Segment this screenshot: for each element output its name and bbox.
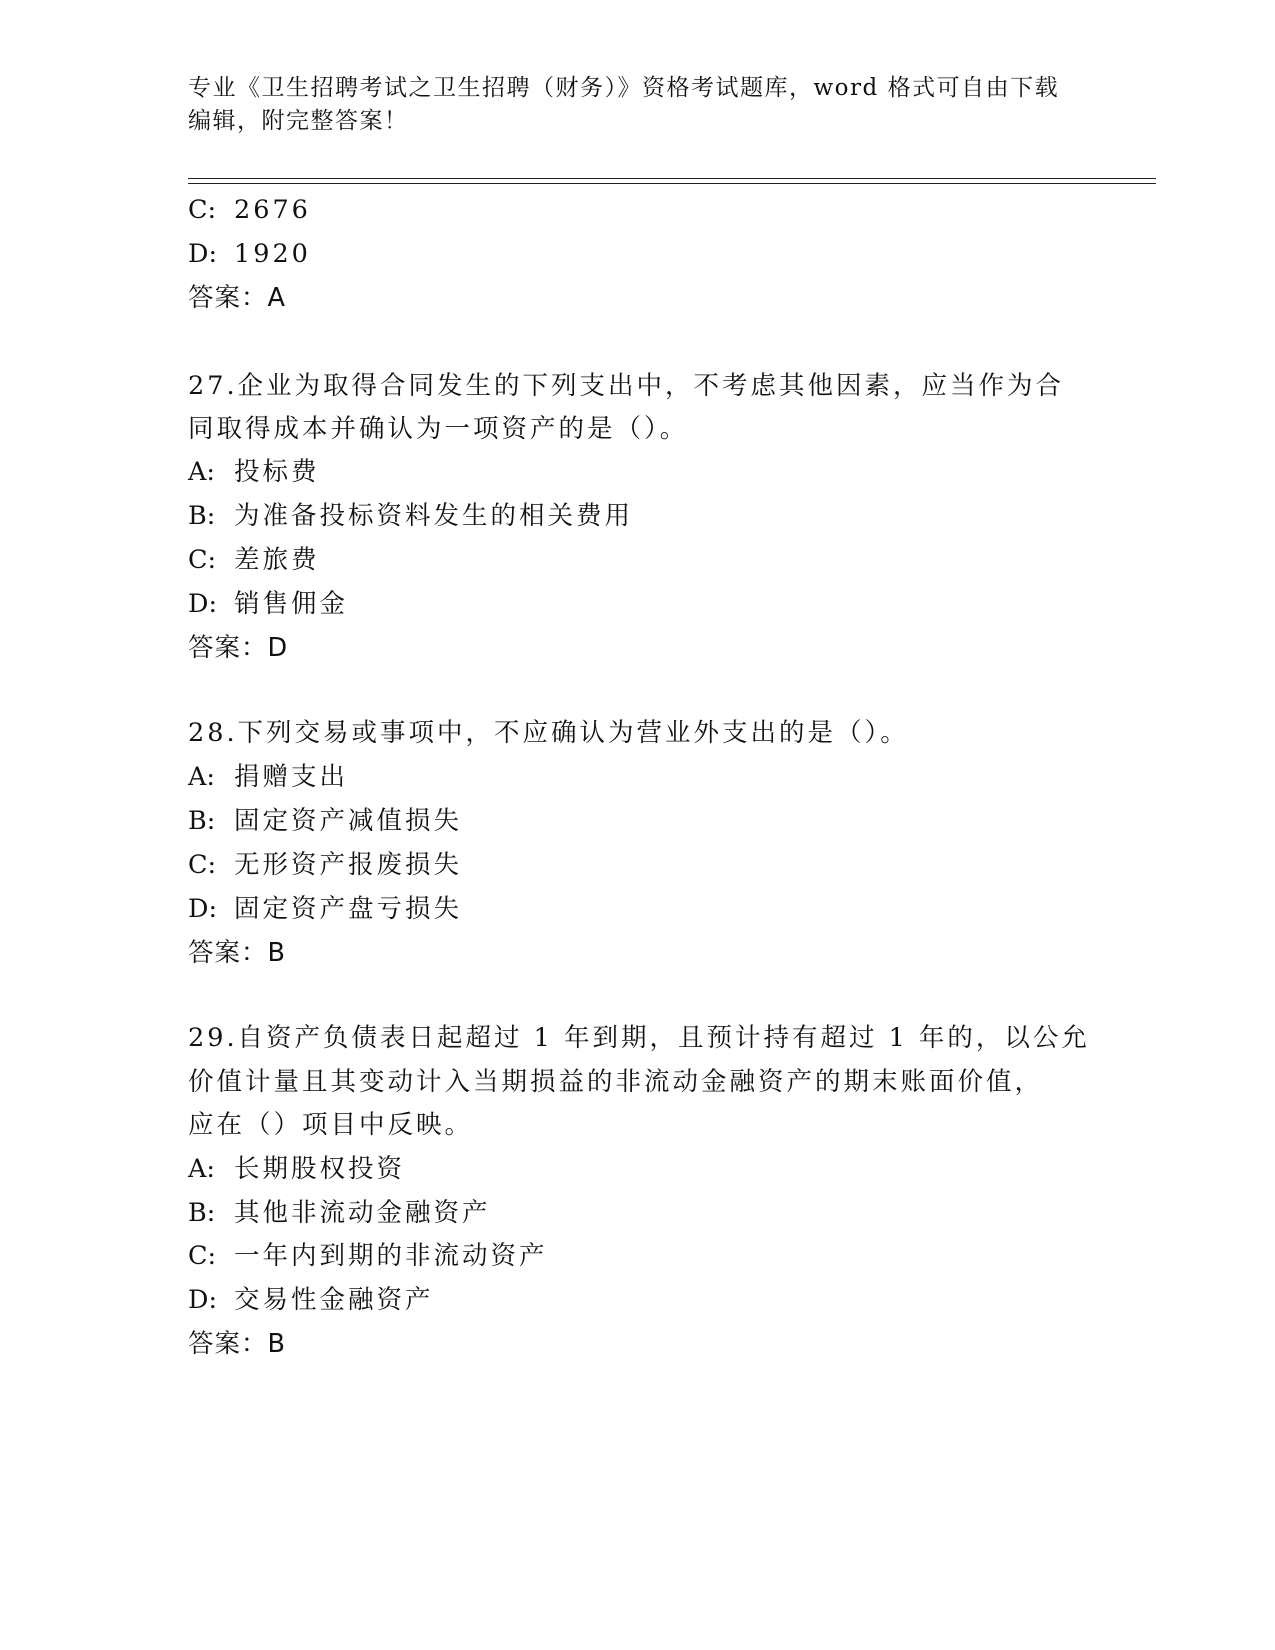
question-stem: 价值计量且其变动计入当期损益的非流动金融资产的期末账面价值，: [188, 1067, 1044, 1097]
question-stem: 27.企业为取得合同发生的下列支出中，不考虑其他因素，应当作为合: [188, 371, 1065, 401]
option-c: C: 差旅费: [188, 545, 320, 575]
option-a: A: 投标费: [188, 457, 320, 487]
header-line-2: 编辑，附完整答案！: [188, 108, 409, 134]
header-divider-top: [188, 178, 1156, 179]
option-c: C: 无形资产报废损失: [188, 850, 463, 880]
option-d: D: 1920: [188, 239, 311, 269]
answer-line: 答案：D: [188, 633, 289, 663]
answer-line: 答案：A: [188, 283, 286, 313]
option-a: A: 捐赠支出: [188, 762, 349, 792]
question-stem: 29.自资产负债表日起超过 1 年到期，且预计持有超过 1 年的，以公允: [188, 1023, 1090, 1053]
question-stem: 28.下列交易或事项中，不应确认为营业外支出的是（）。: [188, 718, 909, 748]
header-divider-bottom: [188, 183, 1156, 184]
question-stem: 应在（）项目中反映。: [188, 1110, 474, 1140]
option-b: B: 固定资产减值损失: [188, 806, 463, 836]
option-b: B: 其他非流动金融资产: [188, 1198, 491, 1228]
header-line-1: 专业《卫生招聘考试之卫生招聘（财务）》资格考试题库，word 格式可自由下载: [188, 75, 1060, 101]
option-d: D: 固定资产盘亏损失: [188, 894, 463, 924]
option-d: D: 交易性金融资产: [188, 1285, 434, 1315]
option-c: C: 一年内到期的非流动资产: [188, 1241, 548, 1271]
option-d: D: 销售佣金: [188, 589, 349, 619]
option-c: C: 2676: [188, 195, 311, 225]
option-a: A: 长期股权投资: [188, 1154, 406, 1184]
question-stem: 同取得成本并确认为一项资产的是（）。: [188, 414, 689, 444]
answer-line: 答案：B: [188, 938, 286, 968]
option-b: B: 为准备投标资料发生的相关费用: [188, 501, 634, 531]
document-header: [188, 72, 1078, 138]
answer-line: 答案：B: [188, 1329, 286, 1359]
